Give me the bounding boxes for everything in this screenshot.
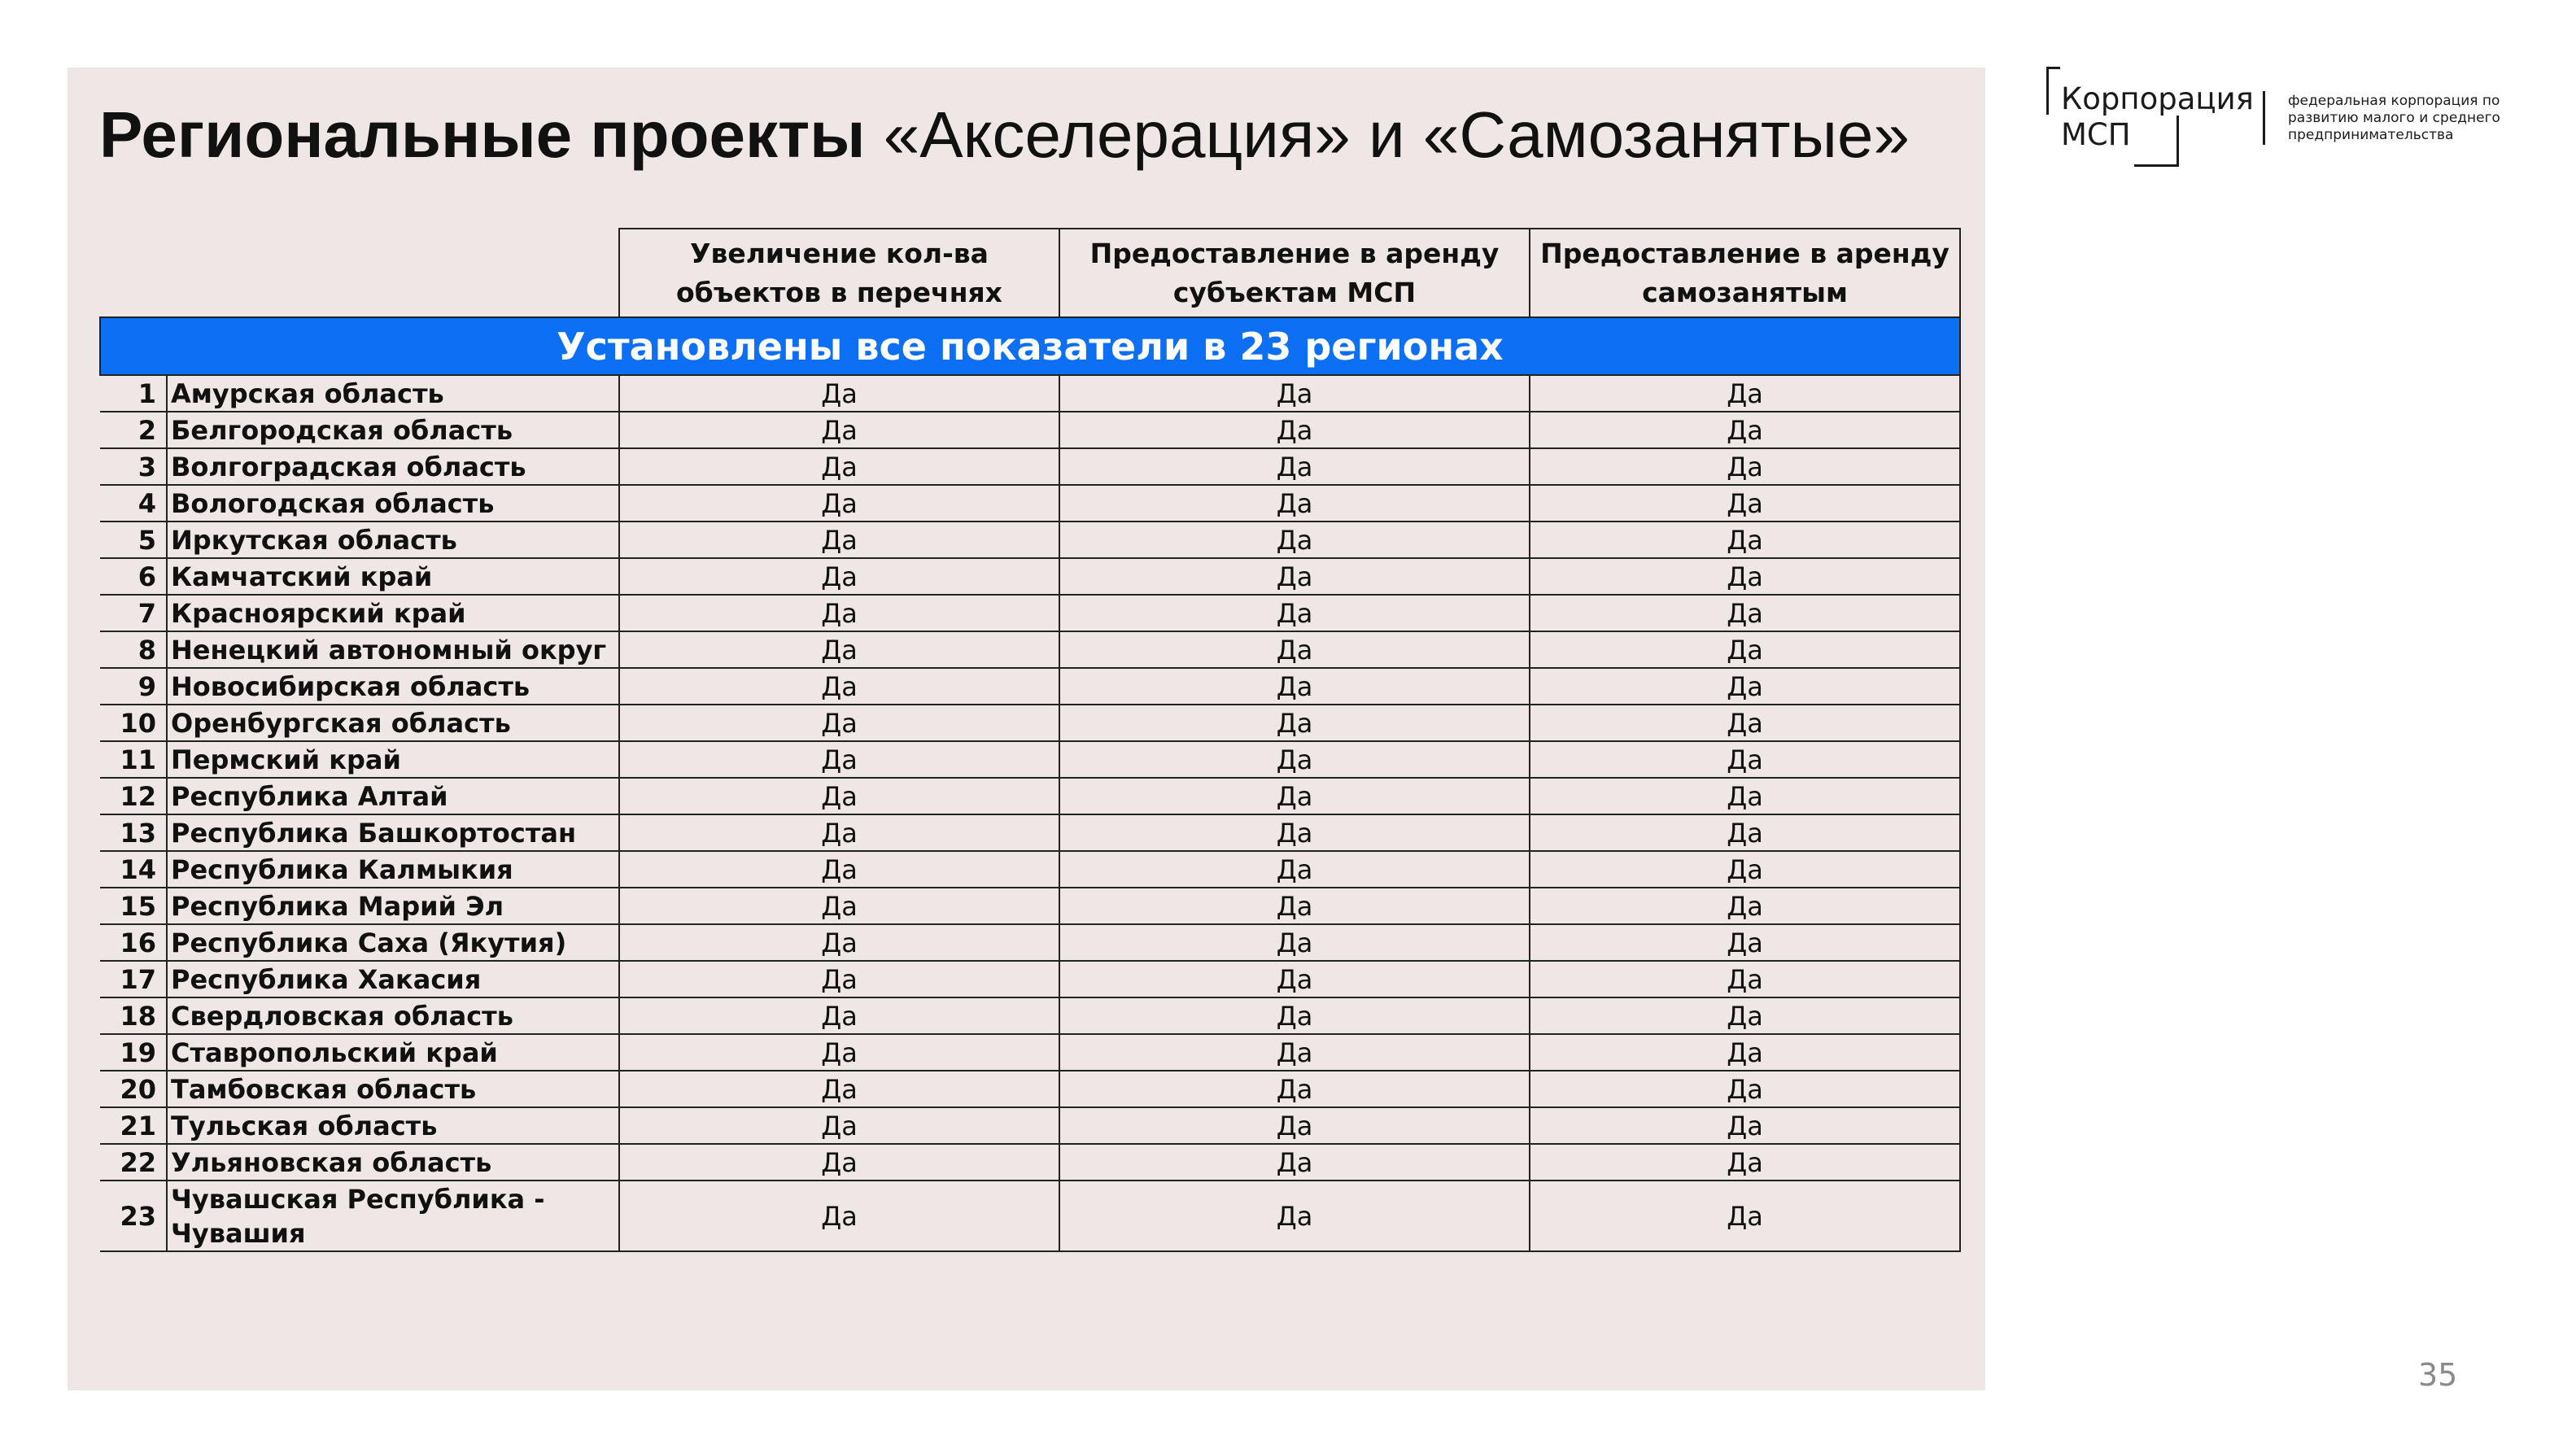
table-row bbox=[100, 412, 1960, 448]
row-number: 19 bbox=[100, 1034, 167, 1071]
table-row bbox=[100, 924, 1960, 961]
value-rent-self-employed: Да bbox=[1530, 1107, 1960, 1144]
slide-title-regular: «Акселерация» и «Самозанятые» bbox=[865, 98, 1910, 171]
row-number: 6 bbox=[100, 558, 167, 595]
table-row bbox=[100, 631, 1960, 668]
value-rent-msp: Да bbox=[1059, 412, 1530, 448]
value-objects-increase: Да bbox=[619, 1144, 1059, 1181]
value-objects-increase: Да bbox=[619, 595, 1059, 631]
table-row bbox=[100, 485, 1960, 522]
value-rent-msp: Да bbox=[1059, 741, 1530, 778]
region-name: Чувашская Республика - Чувашия bbox=[167, 1181, 619, 1251]
value-objects-increase: Да bbox=[619, 1181, 1059, 1251]
row-number: 7 bbox=[100, 595, 167, 631]
value-rent-msp: Да bbox=[1059, 1144, 1530, 1181]
logo-divider bbox=[2263, 91, 2265, 145]
value-objects-increase: Да bbox=[619, 778, 1059, 814]
value-rent-msp: Да bbox=[1059, 888, 1530, 924]
region-name: Ненецкий автономный округ bbox=[167, 631, 619, 668]
region-name: Амурская область bbox=[167, 375, 619, 412]
table-row bbox=[100, 668, 1960, 705]
row-number: 14 bbox=[100, 851, 167, 888]
value-objects-increase: Да bbox=[619, 375, 1059, 412]
table-row bbox=[100, 705, 1960, 741]
region-name: Республика Саха (Якутия) bbox=[167, 924, 619, 961]
row-number: 5 bbox=[100, 522, 167, 558]
table-header-row bbox=[100, 229, 1960, 317]
row-number: 2 bbox=[100, 412, 167, 448]
region-name: Красноярский край bbox=[167, 595, 619, 631]
table-row bbox=[100, 375, 1960, 412]
table-row bbox=[100, 1071, 1960, 1107]
region-name: Камчатский край bbox=[167, 558, 619, 595]
value-objects-increase: Да bbox=[619, 705, 1059, 741]
value-rent-self-employed: Да bbox=[1530, 741, 1960, 778]
region-name: Тамбовская область bbox=[167, 1071, 619, 1107]
value-rent-self-employed: Да bbox=[1530, 961, 1960, 997]
value-rent-msp: Да bbox=[1059, 814, 1530, 851]
table-row bbox=[100, 1034, 1960, 1071]
table-row bbox=[100, 888, 1960, 924]
value-rent-self-employed: Да bbox=[1530, 1071, 1960, 1107]
value-rent-self-employed: Да bbox=[1530, 631, 1960, 668]
value-rent-self-employed: Да bbox=[1530, 888, 1960, 924]
value-objects-increase: Да bbox=[619, 631, 1059, 668]
value-objects-increase: Да bbox=[619, 888, 1059, 924]
table-row bbox=[100, 851, 1960, 888]
table-row bbox=[100, 558, 1960, 595]
value-rent-msp: Да bbox=[1059, 851, 1530, 888]
value-rent-msp: Да bbox=[1059, 705, 1530, 741]
region-name: Волгоградская область bbox=[167, 448, 619, 485]
region-name: Свердловская область bbox=[167, 997, 619, 1034]
region-name: Республика Калмыкия bbox=[167, 851, 619, 888]
row-number: 4 bbox=[100, 485, 167, 522]
value-rent-self-employed: Да bbox=[1530, 595, 1960, 631]
value-objects-increase: Да bbox=[619, 1034, 1059, 1071]
value-rent-msp: Да bbox=[1059, 924, 1530, 961]
row-number: 15 bbox=[100, 888, 167, 924]
region-name: Республика Башкортостан bbox=[167, 814, 619, 851]
value-rent-self-employed: Да bbox=[1530, 522, 1960, 558]
row-number: 1 bbox=[100, 375, 167, 412]
value-objects-increase: Да bbox=[619, 558, 1059, 595]
value-objects-increase: Да bbox=[619, 522, 1059, 558]
table-row bbox=[100, 1181, 1960, 1251]
row-number: 17 bbox=[100, 961, 167, 997]
table-row bbox=[100, 997, 1960, 1034]
value-rent-self-employed: Да bbox=[1530, 412, 1960, 448]
row-number: 9 bbox=[100, 668, 167, 705]
region-name: Белгородская область bbox=[167, 412, 619, 448]
logo-tagline: федеральная корпорация по развитию малого и среднего предпринимательства bbox=[2288, 93, 2500, 143]
row-number: 21 bbox=[100, 1107, 167, 1144]
value-rent-msp: Да bbox=[1059, 1071, 1530, 1107]
page-number: 35 bbox=[2418, 1357, 2458, 1393]
logo-bracket-top-left bbox=[2046, 67, 2060, 115]
table-row bbox=[100, 448, 1960, 485]
value-objects-increase: Да bbox=[619, 961, 1059, 997]
row-number: 23 bbox=[100, 1181, 167, 1251]
value-objects-increase: Да bbox=[619, 814, 1059, 851]
row-number: 16 bbox=[100, 924, 167, 961]
value-rent-self-employed: Да bbox=[1530, 705, 1960, 741]
value-rent-msp: Да bbox=[1059, 448, 1530, 485]
header-objects-increase: Увеличение кол-ва объектов в перечнях bbox=[619, 229, 1059, 317]
region-name: Ставропольский край bbox=[167, 1034, 619, 1071]
value-rent-msp: Да bbox=[1059, 1181, 1530, 1251]
region-name: Ульяновская область bbox=[167, 1144, 619, 1181]
value-rent-self-employed: Да bbox=[1530, 375, 1960, 412]
row-number: 22 bbox=[100, 1144, 167, 1181]
value-objects-increase: Да bbox=[619, 924, 1059, 961]
value-rent-msp: Да bbox=[1059, 668, 1530, 705]
table-row bbox=[100, 814, 1960, 851]
region-name: Республика Хакасия bbox=[167, 961, 619, 997]
value-objects-increase: Да bbox=[619, 412, 1059, 448]
value-rent-self-employed: Да bbox=[1530, 1181, 1960, 1251]
value-rent-msp: Да bbox=[1059, 558, 1530, 595]
value-rent-self-employed: Да bbox=[1530, 1144, 1960, 1181]
table-banner-row bbox=[100, 317, 1960, 375]
value-rent-self-employed: Да bbox=[1530, 558, 1960, 595]
region-name: Пермский край bbox=[167, 741, 619, 778]
table-row bbox=[100, 741, 1960, 778]
value-rent-msp: Да bbox=[1059, 961, 1530, 997]
value-rent-self-employed: Да bbox=[1530, 448, 1960, 485]
value-objects-increase: Да bbox=[619, 1107, 1059, 1144]
region-name: Иркутская область bbox=[167, 522, 619, 558]
region-name: Тульская область bbox=[167, 1107, 619, 1144]
value-rent-self-employed: Да bbox=[1530, 1034, 1960, 1071]
table-row bbox=[100, 1144, 1960, 1181]
value-objects-increase: Да bbox=[619, 1071, 1059, 1107]
row-number: 11 bbox=[100, 741, 167, 778]
row-number: 3 bbox=[100, 448, 167, 485]
value-rent-self-employed: Да bbox=[1530, 814, 1960, 851]
value-rent-self-employed: Да bbox=[1530, 778, 1960, 814]
value-rent-msp: Да bbox=[1059, 1107, 1530, 1144]
row-number: 8 bbox=[100, 631, 167, 668]
row-number: 18 bbox=[100, 997, 167, 1034]
region-name: Республика Алтай bbox=[167, 778, 619, 814]
slide-title bbox=[99, 98, 1910, 171]
value-rent-msp: Да bbox=[1059, 595, 1530, 631]
table-row bbox=[100, 778, 1960, 814]
value-objects-increase: Да bbox=[619, 997, 1059, 1034]
value-objects-increase: Да bbox=[619, 851, 1059, 888]
region-name: Новосибирская область bbox=[167, 668, 619, 705]
value-rent-self-employed: Да bbox=[1530, 924, 1960, 961]
value-rent-msp: Да bbox=[1059, 1034, 1530, 1071]
table-row bbox=[100, 961, 1960, 997]
row-number: 12 bbox=[100, 778, 167, 814]
slide-title-bold: Региональные проекты bbox=[99, 98, 866, 171]
value-rent-self-employed: Да bbox=[1530, 851, 1960, 888]
value-objects-increase: Да bbox=[619, 448, 1059, 485]
region-name: Республика Марий Эл bbox=[167, 888, 619, 924]
msp-corporation-logo bbox=[2046, 67, 2535, 172]
header-blank-cell bbox=[100, 229, 619, 317]
table-body bbox=[100, 375, 1960, 1251]
row-number: 20 bbox=[100, 1071, 167, 1107]
value-rent-msp: Да bbox=[1059, 485, 1530, 522]
row-number: 10 bbox=[100, 705, 167, 741]
region-name: Вологодская область bbox=[167, 485, 619, 522]
value-rent-msp: Да bbox=[1059, 778, 1530, 814]
table-row bbox=[100, 522, 1960, 558]
value-rent-self-employed: Да bbox=[1530, 997, 1960, 1034]
indicators-banner: Установлены все показатели в 23 регионах bbox=[100, 317, 1960, 375]
value-rent-msp: Да bbox=[1059, 997, 1530, 1034]
value-rent-self-employed: Да bbox=[1530, 485, 1960, 522]
value-rent-msp: Да bbox=[1059, 522, 1530, 558]
table-row bbox=[100, 595, 1960, 631]
row-number: 13 bbox=[100, 814, 167, 851]
header-rent-self-employed: Предоставление в аренду самозанятым bbox=[1530, 229, 1960, 317]
value-objects-increase: Да bbox=[619, 485, 1059, 522]
value-objects-increase: Да bbox=[619, 668, 1059, 705]
table-row bbox=[100, 1107, 1960, 1144]
logo-name: Корпорация МСП bbox=[2061, 81, 2254, 152]
regions-table bbox=[99, 228, 1961, 1252]
value-objects-increase: Да bbox=[619, 741, 1059, 778]
region-name: Оренбургская область bbox=[167, 705, 619, 741]
value-rent-msp: Да bbox=[1059, 631, 1530, 668]
header-rent-msp: Предоставление в аренду субъектам МСП bbox=[1059, 229, 1530, 317]
value-rent-msp: Да bbox=[1059, 375, 1530, 412]
value-rent-self-employed: Да bbox=[1530, 668, 1960, 705]
